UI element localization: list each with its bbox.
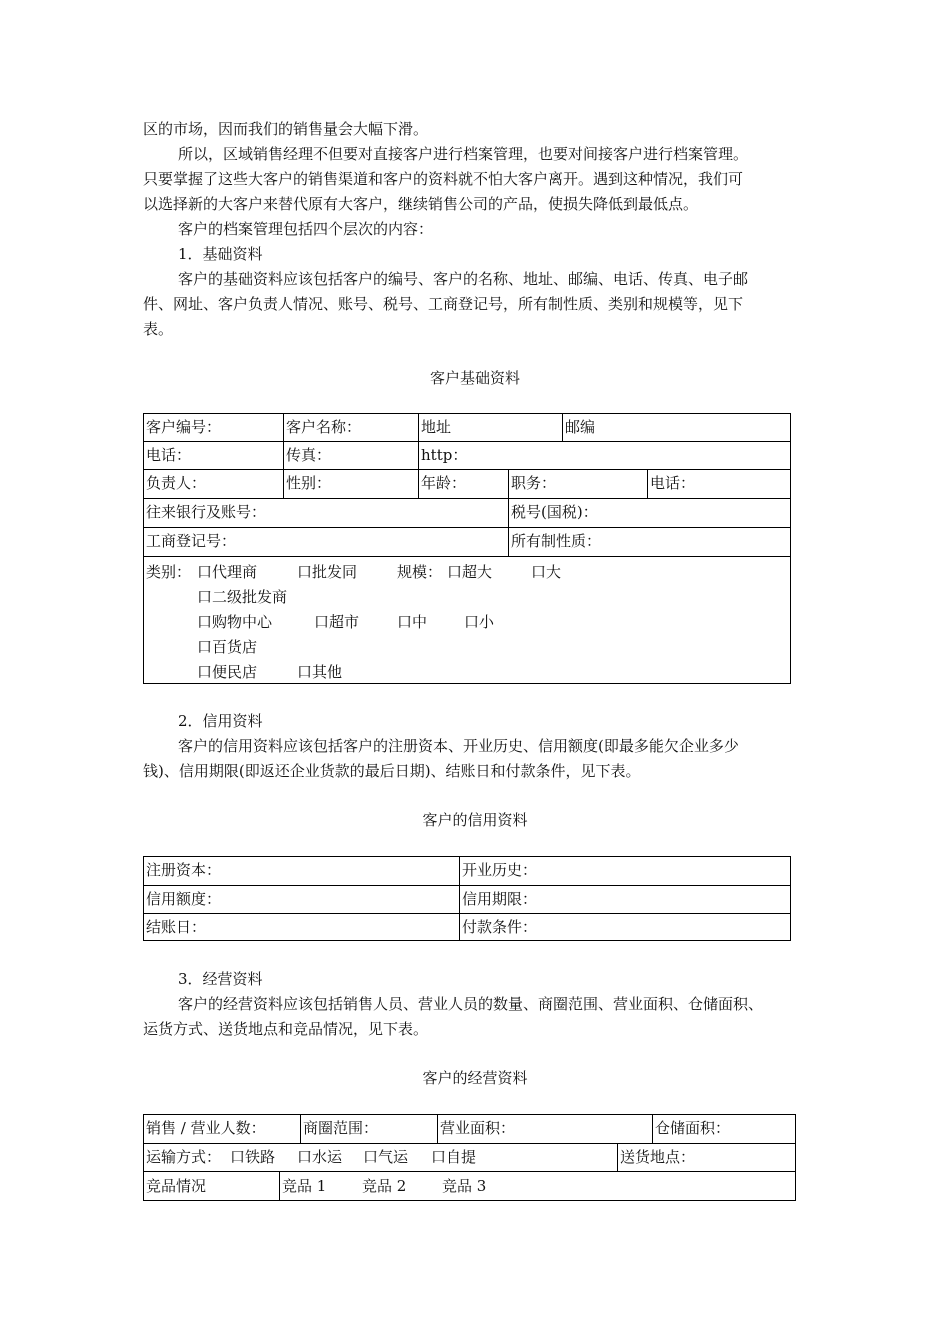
table-cell: http：	[418, 442, 790, 470]
credit-info-table	[143, 856, 791, 941]
table-row	[144, 857, 790, 885]
table-row	[144, 469, 790, 499]
table-row	[144, 885, 790, 914]
table-cell: 电话：	[146, 446, 192, 464]
checkbox-medium[interactable]: 口中	[397, 613, 428, 631]
table-cell: 商圈范围：	[300, 1115, 437, 1143]
table-row	[144, 1143, 795, 1172]
table-cell: 注册资本：	[146, 861, 222, 879]
checkbox-department-store[interactable]: 口百货店	[197, 638, 258, 656]
table-cell: 年龄：	[418, 470, 508, 499]
table-cell: 地址	[418, 414, 562, 441]
basic-info-table	[143, 413, 791, 684]
table-cell: 信用期限：	[459, 886, 790, 914]
table-caption-credit: 客户的信用资料	[422, 811, 528, 829]
checkbox-large[interactable]: 口大	[531, 563, 562, 581]
transport-cell	[144, 1144, 617, 1172]
table-cell: 工商登记号：	[146, 532, 237, 550]
checkbox-shopping-mall[interactable]: 口购物中心	[197, 613, 273, 631]
paragraph-line: 客户的信用资料应该包括客户的注册资本、开业历史、信用额度(即最多能欠企业多少	[178, 737, 739, 755]
checkbox-agent[interactable]: 口代理商	[197, 563, 258, 581]
table-cell: 付款条件：	[459, 914, 790, 940]
table-cell: 销售 / 营业人数：	[146, 1119, 266, 1137]
table-cell: 往来银行及账号：	[146, 503, 267, 521]
competitor-2: 竞品 2	[362, 1177, 407, 1195]
checkbox-rail[interactable]: 口铁路	[230, 1148, 276, 1166]
paragraph-line: 所以，区域销售经理不但要对直接客户进行档案管理，也要对间接客户进行档案管理。	[178, 145, 749, 163]
checkbox-other[interactable]: 口其他	[297, 663, 343, 681]
table-cell: 结账日：	[146, 918, 207, 936]
category-scale-row	[144, 556, 790, 683]
operation-info-table	[143, 1114, 796, 1201]
checkbox-wholesale[interactable]: 口批发同	[297, 563, 358, 581]
paragraph-line: 钱)、信用期限(即返还企业货款的最后日期)、结账日和付款条件，见下表。	[143, 762, 641, 780]
paragraph-line: 只要掌握了这些大客户的销售渠道和客户的资料就不怕大客户离开。遇到这种情况，我们可	[143, 170, 744, 188]
table-cell: 营业面积：	[437, 1115, 652, 1143]
paragraph-line: 客户的基础资料应该包括客户的编号、客户的名称、地址、邮编、电话、传真、电子邮	[178, 270, 749, 288]
paragraph-line: 件、网址、客户负责人情况、账号、税号、工商登记号，所有制性质、类别和规模等，见下	[143, 295, 744, 313]
table-cell: 信用额度：	[146, 890, 222, 908]
competitor-1: 竞品 1	[282, 1177, 327, 1195]
table-cell: 送货地点：	[617, 1144, 795, 1172]
table-row	[144, 527, 790, 557]
table-cell: 客户编号：	[146, 418, 222, 436]
table-cell: 仓储面积：	[652, 1115, 795, 1143]
category-label: 类别：	[146, 563, 192, 581]
table-row	[144, 414, 790, 441]
table-row	[144, 1171, 795, 1200]
table-cell: 职务：	[508, 470, 647, 499]
section-heading-basic: 1．基础资料	[178, 245, 263, 263]
section-heading-credit: 2．信用资料	[178, 712, 263, 730]
table-row	[144, 913, 790, 940]
table-cell: 传真：	[283, 442, 418, 470]
table-row	[144, 498, 790, 528]
paragraph-line: 以选择新的大客户来替代原有大客户，继续销售公司的产品，使损失降低到最低点。	[143, 195, 699, 213]
table-row	[144, 1115, 795, 1143]
table-cell: 负责人：	[146, 474, 207, 492]
competitor-cell	[279, 1172, 795, 1200]
checkbox-water[interactable]: 口水运	[297, 1148, 343, 1166]
table-cell: 开业历史：	[459, 857, 790, 885]
scale-label: 规模：	[397, 563, 443, 581]
checkbox-secondary-wholesale[interactable]: 口二级批发商	[197, 588, 288, 606]
table-cell: 邮编	[562, 414, 790, 441]
checkbox-convenience-store[interactable]: 口便民店	[197, 663, 258, 681]
checkbox-self-pickup[interactable]: 口自提	[431, 1148, 477, 1166]
paragraph-line: 表。	[143, 320, 174, 338]
paragraph-line: 运货方式、送货地点和竞品情况，见下表。	[143, 1020, 429, 1038]
transport-label: 运输方式：	[146, 1148, 222, 1166]
table-cell: 所有制性质：	[508, 528, 790, 557]
checkbox-gas[interactable]: 口气运	[363, 1148, 409, 1166]
checkbox-small[interactable]: 口小	[464, 613, 495, 631]
table-caption-basic: 客户基础资料	[429, 369, 520, 387]
checkbox-supermarket[interactable]: 口超市	[314, 613, 360, 631]
table-row	[144, 441, 790, 470]
competitor-3: 竞品 3	[442, 1177, 487, 1195]
table-caption-operation: 客户的经营资料	[422, 1069, 528, 1087]
table-cell: 电话：	[647, 470, 790, 499]
table-cell: 性别：	[283, 470, 418, 499]
section-heading-operation: 3．经营资料	[178, 970, 263, 988]
table-cell: 税号(国税)：	[508, 499, 790, 528]
paragraph-line: 客户的经营资料应该包括销售人员、营业人员的数量、商圈范围、营业面积、仓储面积、	[178, 995, 764, 1013]
paragraph-line: 区的市场，因而我们的销售量会大幅下滑。	[143, 120, 429, 138]
checkbox-super-large[interactable]: 口超大	[447, 563, 493, 581]
paragraph-line: 客户的档案管理包括四个层次的内容：	[178, 220, 434, 238]
table-cell: 客户名称：	[283, 414, 418, 441]
table-cell: 竞品情况	[146, 1177, 207, 1195]
